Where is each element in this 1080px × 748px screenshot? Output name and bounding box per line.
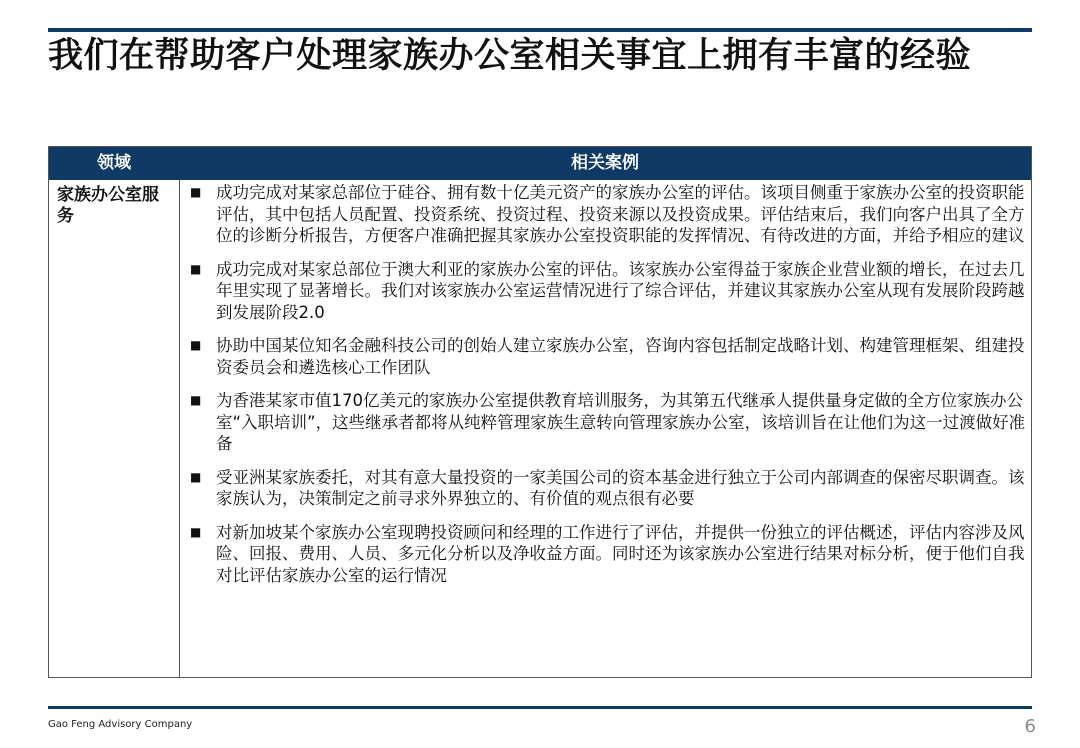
case-text: 为香港某家市值170亿美元的家族办公室提供教育培训服务，为其第五代继承人提供量身定做的全方位家族办公室“入职培训”，这些继承者都将从纯粹管理家族生意转向管理家族办公室，该培训旨在让他们为这一过渡做好准备 <box>216 391 1026 453</box>
page-number: 6 <box>1024 716 1036 737</box>
bullet-icon: ■ <box>190 185 202 199</box>
top-rule <box>48 28 1032 32</box>
bullet-icon: ■ <box>190 524 202 539</box>
case-text: 协助中国某位知名金融科技公司的创始人建立家族办公室，咨询内容包括制定战略计划、构建管理框架、组建投资委员会和遴选核心工作团队 <box>216 336 1025 377</box>
bullet-icon: ■ <box>190 469 202 484</box>
case-text: 受亚洲某家族委托，对其有意大量投资的一家美国公司的资本基金进行独立于公司内部调查的保密尽职调查。该家族认为，决策制定之前寻求外界独立的、有价值的观点很有必要 <box>216 467 1025 508</box>
bullet-icon: ■ <box>190 338 202 352</box>
list-item <box>190 335 1026 378</box>
page-title: 我们在帮助客户处理家族办公室相关事宜上拥有丰富的经验 <box>48 36 972 76</box>
header-domain: 领域 <box>97 153 131 173</box>
table-header <box>49 147 1031 180</box>
header-cases: 相关案例 <box>571 153 639 173</box>
footer-company: Gao Feng Advisory Company <box>48 719 193 730</box>
cases-table <box>48 146 1032 678</box>
case-text: 成功完成对某家总部位于硅谷、拥有数十亿美元资产的家族办公室的评估。该项目侧重于家族办公室的投资职能评估，其中包括人员配置、投资系统、投资过程、投资来源以及投资成果。评估结束后，我们向客户出具了全方位的诊断分析报告，方便客户准确把握其家族办公室投资职能的发挥情况、有待改进的方面，并给予相应的建议 <box>216 183 1025 245</box>
domain-cell: 家族办公室服务 <box>57 185 159 226</box>
case-text: 对新加坡某个家族办公室现聘投资顾问和经理的工作进行了评估，并提供一份独立的评估概述，评估内容涉及风险、回报、费用、人员、多元化分析以及净收益方面。同时还为该家族办公室进行结果对标分析，便于他们自我对比评估家族办公室的运行情况 <box>216 522 1025 585</box>
list-item <box>190 390 1026 455</box>
bottom-rule <box>48 706 1032 709</box>
list-item <box>190 182 1026 247</box>
column-divider <box>179 180 180 677</box>
bullet-icon: ■ <box>190 393 202 407</box>
cases-list <box>190 182 1026 598</box>
case-text: 成功完成对某家总部位于澳大利亚的家族办公室的评估。该家族办公室得益于家族企业营业额的增长，在过去几年里实现了显著增长。我们对该家族办公室运营情况进行了综合评估，并建议其家族办公室从现有发展阶段跨越到发展阶段2.0 <box>216 259 1025 322</box>
bullet-icon: ■ <box>190 261 202 276</box>
list-item <box>190 259 1026 324</box>
list-item <box>190 522 1026 587</box>
list-item <box>190 467 1026 510</box>
